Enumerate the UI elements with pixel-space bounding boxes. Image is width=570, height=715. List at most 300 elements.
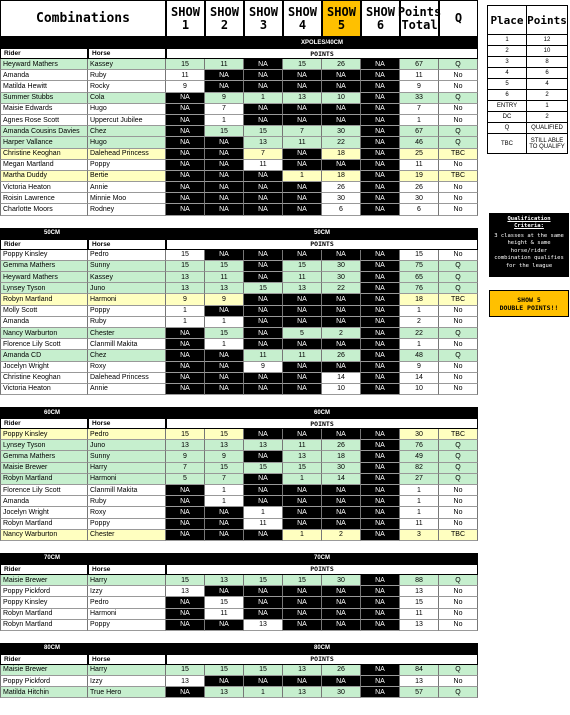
show6-cell: NA	[361, 609, 400, 620]
table-row	[0, 339, 478, 350]
table-row	[0, 93, 478, 104]
show3-cell: NA	[244, 609, 283, 620]
show4-cell: NA	[283, 115, 322, 126]
horse-cell: Minnie Moo	[88, 193, 166, 204]
rider-cell: Florence Lily Scott	[0, 485, 88, 496]
total-cell: 27	[400, 474, 439, 485]
show2-cell: NA	[205, 193, 244, 204]
show1-cell: NA	[166, 193, 205, 204]
show5-cell: NA	[322, 362, 361, 373]
table-row	[0, 204, 478, 215]
show1-cell: 15	[166, 250, 205, 261]
q-cell: No	[439, 306, 478, 317]
show6-cell: NA	[361, 463, 400, 474]
show2-header	[205, 0, 244, 37]
show2-cell: 13	[205, 687, 244, 698]
show2-cell: NA	[205, 676, 244, 687]
show6-cell: NA	[361, 317, 400, 328]
horse-cell: Chez	[88, 350, 166, 361]
table-row	[0, 665, 478, 676]
rider-cell: Maisie Brewer	[0, 463, 88, 474]
show5-cell: 2	[322, 530, 361, 541]
place-row	[487, 57, 568, 68]
show1-cell: 11	[166, 70, 205, 81]
place-cell: ENTRY	[487, 101, 527, 112]
rider-cell: Nancy Warburton	[0, 328, 88, 339]
show3-cell: 9	[244, 362, 283, 373]
table-row	[0, 609, 478, 620]
place-row	[487, 123, 568, 134]
show3-cell: NA	[244, 317, 283, 328]
section-header	[0, 228, 478, 239]
q-cell: No	[439, 317, 478, 328]
table-row	[0, 272, 478, 283]
horse-cell: Izzy	[88, 586, 166, 597]
table-row	[0, 160, 478, 171]
show2-cell: 9	[205, 294, 244, 305]
rider-cell: Matilda Hitchin	[0, 687, 88, 698]
show3-cell: 13	[244, 137, 283, 148]
show4-cell: NA	[283, 586, 322, 597]
q-cell: No	[439, 81, 478, 92]
show3-cell: NA	[244, 384, 283, 395]
show5-cell: 26	[322, 350, 361, 361]
horse-cell: Izzy	[88, 676, 166, 687]
show3-cell: NA	[244, 306, 283, 317]
show5-cell: 30	[322, 463, 361, 474]
show6-cell: NA	[361, 171, 400, 182]
q-cell: No	[439, 496, 478, 507]
section-height-left: 80CM	[44, 645, 61, 652]
horse-cell: Bertie	[88, 171, 166, 182]
total-cell: 11	[400, 160, 439, 171]
rider-cell: Roisin Lawrence	[0, 193, 88, 204]
show6-cell: NA	[361, 597, 400, 608]
show2-cell: 13	[205, 283, 244, 294]
show6-cell: NA	[361, 496, 400, 507]
rider-cell: Amanda CD	[0, 350, 88, 361]
points-col-label: POINTS	[166, 418, 478, 429]
horse-cell: Ruby	[88, 496, 166, 507]
show2-l2: 2	[220, 17, 229, 32]
show3-cell: NA	[244, 171, 283, 182]
table-row	[0, 519, 478, 530]
show2-cell: 1	[205, 496, 244, 507]
place-row	[487, 35, 568, 46]
rider-cell: Agnes Rose Scott	[0, 115, 88, 126]
show6-cell: NA	[361, 687, 400, 698]
q-cell: No	[439, 70, 478, 81]
rider-cell: Florence Lily Scott	[0, 339, 88, 350]
horse-cell: Harmoni	[88, 609, 166, 620]
show2-cell: 9	[205, 451, 244, 462]
place-cell: 1	[487, 35, 527, 46]
table-row	[0, 328, 478, 339]
show1-cell: 9	[166, 451, 205, 462]
show2-cell: 7	[205, 474, 244, 485]
show4-cell: 15	[283, 463, 322, 474]
show2-cell: 11	[205, 609, 244, 620]
show6-cell: NA	[361, 586, 400, 597]
show2-cell: NA	[205, 373, 244, 384]
show2-cell: NA	[205, 81, 244, 92]
show4-cell: 7	[283, 126, 322, 137]
show5-cell: 30	[322, 575, 361, 586]
horse-cell: Kassey	[88, 59, 166, 70]
show4-cell: NA	[283, 250, 322, 261]
q-cell: No	[439, 609, 478, 620]
total-cell: 1	[400, 485, 439, 496]
show1-cell: 7	[166, 463, 205, 474]
table-row	[0, 687, 478, 698]
rider-cell: Heyward Mathers	[0, 272, 88, 283]
show5-cell: NA	[322, 70, 361, 81]
show1-cell: 15	[166, 261, 205, 272]
total-cell: 15	[400, 250, 439, 261]
show6-cell: NA	[361, 451, 400, 462]
show3-cell: NA	[244, 115, 283, 126]
show2-cell: 11	[205, 59, 244, 70]
show3-header	[244, 0, 283, 37]
show6-cell: NA	[361, 250, 400, 261]
show6-cell: NA	[361, 440, 400, 451]
table-row	[0, 474, 478, 485]
show4-cell: NA	[283, 597, 322, 608]
show4-header	[283, 0, 322, 37]
show4-cell: 13	[283, 283, 322, 294]
place-row	[487, 68, 568, 79]
show4-cell: NA	[283, 317, 322, 328]
place-points-cell: 2	[527, 112, 568, 123]
show6-cell: NA	[361, 620, 400, 631]
show1-cell: NA	[166, 104, 205, 115]
show5-l2: 5	[337, 17, 346, 32]
show5-l1: SHOW	[327, 4, 356, 19]
table-row	[0, 507, 478, 518]
show3-cell: NA	[244, 261, 283, 272]
rider-cell: Harper Vallance	[0, 137, 88, 148]
horse-cell: Roxy	[88, 362, 166, 373]
criteria-text: 3 classes at the same height & same horse/rider combination qualifies for the league	[494, 232, 564, 269]
show3-cell: NA	[244, 530, 283, 541]
show4-cell: NA	[283, 676, 322, 687]
show4-cell: 1	[283, 474, 322, 485]
total-cell: 48	[400, 350, 439, 361]
rider-cell: Jocelyn Wright	[0, 507, 88, 518]
show1-cell: 15	[166, 665, 205, 676]
show5-cell: NA	[322, 429, 361, 440]
q-cell: TBC	[439, 171, 478, 182]
horse-cell: Hugo	[88, 104, 166, 115]
show3-cell: 15	[244, 575, 283, 586]
places-rows	[487, 35, 568, 154]
total-cell: 67	[400, 126, 439, 137]
q-cell: No	[439, 193, 478, 204]
show6-cell: NA	[361, 474, 400, 485]
show4-cell: NA	[283, 149, 322, 160]
show2-cell: NA	[205, 70, 244, 81]
show5-cell: NA	[322, 339, 361, 350]
show2-cell: 1	[205, 339, 244, 350]
show5-cell: NA	[322, 306, 361, 317]
place-cell: 4	[487, 68, 527, 79]
total-cell: 1	[400, 496, 439, 507]
show3-cell: NA	[244, 485, 283, 496]
total-cell: 1	[400, 306, 439, 317]
total-cell: 19	[400, 171, 439, 182]
double-points-note	[489, 290, 569, 317]
show1-cell: 15	[166, 575, 205, 586]
show5-cell: 6	[322, 204, 361, 215]
section-gap	[0, 631, 478, 643]
show3-cell: NA	[244, 59, 283, 70]
show5-cell: NA	[322, 676, 361, 687]
show5-cell: 2	[322, 328, 361, 339]
show3-cell: 13	[244, 620, 283, 631]
show1-cell: 13	[166, 676, 205, 687]
q-cell: No	[439, 339, 478, 350]
points-col-label: POINTS	[166, 239, 478, 250]
show6-cell: NA	[361, 362, 400, 373]
table-row	[0, 575, 478, 586]
rider-cell: Poppy Kinsley	[0, 597, 88, 608]
table-row	[0, 384, 478, 395]
rider-cell: Nancy Warburton	[0, 530, 88, 541]
show2-cell: NA	[205, 362, 244, 373]
q-cell: TBC	[439, 530, 478, 541]
total-cell: 15	[400, 597, 439, 608]
place-points-cell: 4	[527, 79, 568, 90]
place-points-cell: 8	[527, 57, 568, 68]
show1-cell: 1	[166, 317, 205, 328]
show3-cell: 13	[244, 440, 283, 451]
horse-cell: Uppercut Jubilee	[88, 115, 166, 126]
rider-cell: Poppy Pickford	[0, 586, 88, 597]
show4-cell: NA	[283, 160, 322, 171]
horse-cell: Harry	[88, 665, 166, 676]
show2-cell: 1	[205, 485, 244, 496]
show4-cell: NA	[283, 496, 322, 507]
rider-col-label: Rider	[0, 239, 88, 250]
show5-cell: 18	[322, 149, 361, 160]
show1-cell: 13	[166, 283, 205, 294]
total-cell: 9	[400, 81, 439, 92]
section-height-left: 50CM	[44, 230, 61, 237]
show4-cell: NA	[283, 339, 322, 350]
show3-l1: SHOW	[249, 4, 278, 19]
total-cell: 49	[400, 451, 439, 462]
rider-col-label: Rider	[0, 48, 88, 59]
rider-cell: Amanda Cousins Davies	[0, 126, 88, 137]
column-subheader	[0, 239, 478, 250]
show3-cell: NA	[244, 328, 283, 339]
horse-cell: Poppy	[88, 160, 166, 171]
place-points-cell: STILL ABLE TO QUALIFY	[527, 134, 568, 154]
horse-cell: Juno	[88, 283, 166, 294]
show3-cell: NA	[244, 586, 283, 597]
total-cell: 18	[400, 294, 439, 305]
horse-cell: Pedro	[88, 250, 166, 261]
total-cell: 22	[400, 328, 439, 339]
show4-cell: NA	[283, 507, 322, 518]
show3-cell: NA	[244, 193, 283, 204]
table-row	[0, 261, 478, 272]
column-subheader	[0, 564, 478, 575]
show6-cell: NA	[361, 104, 400, 115]
total-cell: 6	[400, 204, 439, 215]
show6-cell: NA	[361, 182, 400, 193]
q-cell: Q	[439, 93, 478, 104]
show6-cell: NA	[361, 429, 400, 440]
total-cell: 9	[400, 362, 439, 373]
show4-cell: 1	[283, 171, 322, 182]
rider-cell: Molly Scott	[0, 306, 88, 317]
points-col-label: POINTS	[166, 564, 478, 575]
show2-cell: NA	[205, 530, 244, 541]
horse-cell: Sunny	[88, 451, 166, 462]
horse-cell: Sunny	[88, 261, 166, 272]
rider-cell: Maisie Brewer	[0, 575, 88, 586]
show6-cell: NA	[361, 160, 400, 171]
table-row	[0, 182, 478, 193]
show4-cell: NA	[283, 294, 322, 305]
place-cell: Q	[487, 123, 527, 134]
show1-cell: NA	[166, 384, 205, 395]
section-height-label: 50CM	[313, 230, 330, 237]
show2-cell: 9	[205, 93, 244, 104]
show1-cell: 15	[166, 429, 205, 440]
rider-cell: Robyn Martland	[0, 474, 88, 485]
show4-cell: NA	[283, 306, 322, 317]
show6-header	[361, 0, 400, 37]
section-height-label: XPOLES/40CM	[300, 39, 343, 46]
show5-cell: 14	[322, 474, 361, 485]
show5-cell: 30	[322, 193, 361, 204]
show4-cell: NA	[283, 362, 322, 373]
show6-cell: NA	[361, 261, 400, 272]
show3-cell: 1	[244, 93, 283, 104]
total-cell: 46	[400, 137, 439, 148]
total-cell: 1	[400, 115, 439, 126]
q-cell: No	[439, 204, 478, 215]
show2-cell: NA	[205, 160, 244, 171]
horse-cell: Chester	[88, 328, 166, 339]
rider-cell: Robyn Martland	[0, 620, 88, 631]
place-row	[487, 112, 568, 123]
show1-cell: NA	[166, 137, 205, 148]
points-l1: Points	[397, 4, 442, 19]
rider-cell: Maisie Edwards	[0, 104, 88, 115]
show4-cell: NA	[283, 519, 322, 530]
show6-cell: NA	[361, 507, 400, 518]
total-cell: 88	[400, 575, 439, 586]
q-cell: No	[439, 586, 478, 597]
show6-cell: NA	[361, 59, 400, 70]
show4-cell: NA	[283, 485, 322, 496]
show6-cell: NA	[361, 339, 400, 350]
title-text: Combinations	[36, 10, 130, 26]
table-title	[0, 0, 166, 37]
show6-cell: NA	[361, 93, 400, 104]
total-cell: 84	[400, 665, 439, 676]
points-header: Points	[527, 5, 568, 35]
show1-cell: 9	[166, 81, 205, 92]
show4-cell: NA	[283, 609, 322, 620]
show1-cell: NA	[166, 519, 205, 530]
show2-cell: NA	[205, 137, 244, 148]
show1-cell: 1	[166, 306, 205, 317]
places-header	[487, 5, 568, 35]
show3-cell: 7	[244, 149, 283, 160]
show4-cell: 11	[283, 440, 322, 451]
show1-l2: 1	[181, 17, 190, 32]
show4-cell: 13	[283, 93, 322, 104]
place-points-cell: 6	[527, 68, 568, 79]
total-cell: 30	[400, 193, 439, 204]
show4-cell: 5	[283, 328, 322, 339]
show6-cell: NA	[361, 204, 400, 215]
horse-cell: Harmoni	[88, 294, 166, 305]
total-cell: 1	[400, 339, 439, 350]
show1-cell: 5	[166, 474, 205, 485]
q-cell: Q	[439, 350, 478, 361]
show3-cell: 15	[244, 665, 283, 676]
horse-cell: Kassey	[88, 272, 166, 283]
rider-col-label: Rider	[0, 654, 88, 665]
show5-cell: 30	[322, 272, 361, 283]
place-row	[487, 134, 568, 154]
section-header	[0, 407, 478, 418]
rider-cell: Jocelyn Wright	[0, 362, 88, 373]
rider-cell: Lynsey Tyson	[0, 440, 88, 451]
section-height-left: 70CM	[44, 555, 61, 562]
double-l1: SHOW 5	[517, 295, 541, 304]
q-cell: No	[439, 250, 478, 261]
show5-cell: NA	[322, 160, 361, 171]
show4-cell: NA	[283, 384, 322, 395]
show6-cell: NA	[361, 530, 400, 541]
show5-cell: NA	[322, 519, 361, 530]
table-row	[0, 250, 478, 261]
show2-cell: 13	[205, 440, 244, 451]
q-cell: No	[439, 485, 478, 496]
total-cell: 3	[400, 530, 439, 541]
q-cell: TBC	[439, 149, 478, 160]
show6-cell: NA	[361, 676, 400, 687]
show4-cell: 1	[283, 530, 322, 541]
total-cell: 33	[400, 93, 439, 104]
places-table	[487, 5, 568, 154]
show5-cell: NA	[322, 294, 361, 305]
show2-cell: 1	[205, 317, 244, 328]
show4-cell: NA	[283, 620, 322, 631]
show3-cell: NA	[244, 373, 283, 384]
total-cell: 57	[400, 687, 439, 698]
show4-cell: NA	[283, 429, 322, 440]
total-cell: 82	[400, 463, 439, 474]
q-cell: Q	[439, 451, 478, 462]
rider-cell: Lynsey Tyson	[0, 283, 88, 294]
rider-cell: Gemma Mathers	[0, 451, 88, 462]
show4-cell: 11	[283, 350, 322, 361]
rider-cell: Amanda	[0, 496, 88, 507]
rider-cell: Robyn Martland	[0, 294, 88, 305]
q-l1: Q	[454, 11, 463, 26]
q-cell: Q	[439, 137, 478, 148]
show6-cell: NA	[361, 137, 400, 148]
show1-cell: NA	[166, 530, 205, 541]
q-cell: Q	[439, 463, 478, 474]
